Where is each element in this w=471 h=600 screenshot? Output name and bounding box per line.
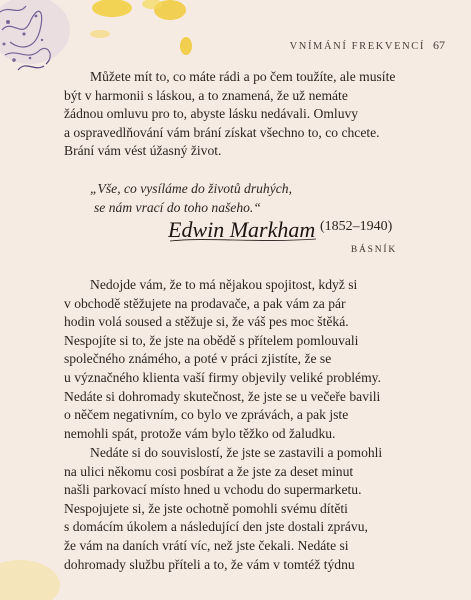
author-role: BÁSNÍK [350, 245, 397, 255]
text-line: na ulici někomu cosi posbírat a že jste za deset minut [64, 463, 354, 479]
text-line: Nespojíte si to, že jste na obědě s přítelem pomlouvali [64, 332, 359, 348]
text-line: našli parkovací místo hned u vchodu do supermarketu. [64, 482, 362, 498]
text-line: Nespojujete si, že jste ochotně pomohli svému dítěti [64, 500, 348, 516]
text-line: o něčem negativním, co bylo ve zprávách, a pak jste [64, 407, 349, 423]
text-line: s domácím úkolem a následující den jste dostali zprávu, [64, 519, 368, 535]
text-line: Brání vám vést úžasný život. [64, 143, 222, 159]
quote-line: se nám vrací do toho našeho.“ [94, 199, 261, 215]
text-line: společného známého, a poté v práci zjistíte, že se [64, 351, 332, 367]
epigraph-quote [90, 180, 420, 217]
text-line: Nedojde vám, že to má nějakou spojitost, když si [90, 277, 358, 292]
text-line: v obchodě stěžujete na prodavače, a pak vám za pár [64, 295, 346, 311]
paragraph-2 [64, 276, 434, 443]
text-line: Nedáte si do souvislostí, že jste se zastavili a pomohli [90, 445, 383, 460]
text-line: u význačného klienta vaší firmy objevily veliké problémy. [64, 369, 381, 385]
text-line: a ospravedlňování vám brání získat všechno to, co chcete. [64, 124, 380, 140]
text-line: žádnou omluvu pro to, abyste lásku nedávali. Omluvy [64, 106, 359, 122]
paragraph-1 [64, 68, 434, 161]
author-signature-text: Edwin Markham [168, 217, 316, 242]
text-line: Nedáte si dohromady skutečnost, že jste se u večeře bavili [64, 388, 381, 404]
text-line: hodin volá soused a stěžuje si, že váš pes moc štěká. [64, 314, 349, 330]
paragraph-3 [64, 444, 434, 574]
text-line: nemohli spát, protože vám bylo těžko od žaludku. [64, 425, 336, 441]
running-title: VNÍMÁNÍ FREKVENCÍ [289, 41, 425, 52]
running-header [290, 38, 445, 53]
page-number: 67 [433, 38, 445, 52]
author-years: (1852–1940) [320, 219, 393, 234]
text-line: že vám na daních vrátí víc, než jste čekali. Nedáte si [64, 537, 349, 553]
text-line: Můžete mít to, co máte rádi a po čem toužíte, ale musíte [90, 69, 396, 84]
quote-line: „Vše, co vysíláme do životů druhých, [90, 181, 292, 196]
text-line: být v harmonii s láskou, a to znamená, že už nemáte [64, 87, 348, 103]
text-line: dohromady službu příteli a to, že vám v tomtéž týdnu [64, 556, 355, 572]
author-signature [168, 215, 318, 245]
